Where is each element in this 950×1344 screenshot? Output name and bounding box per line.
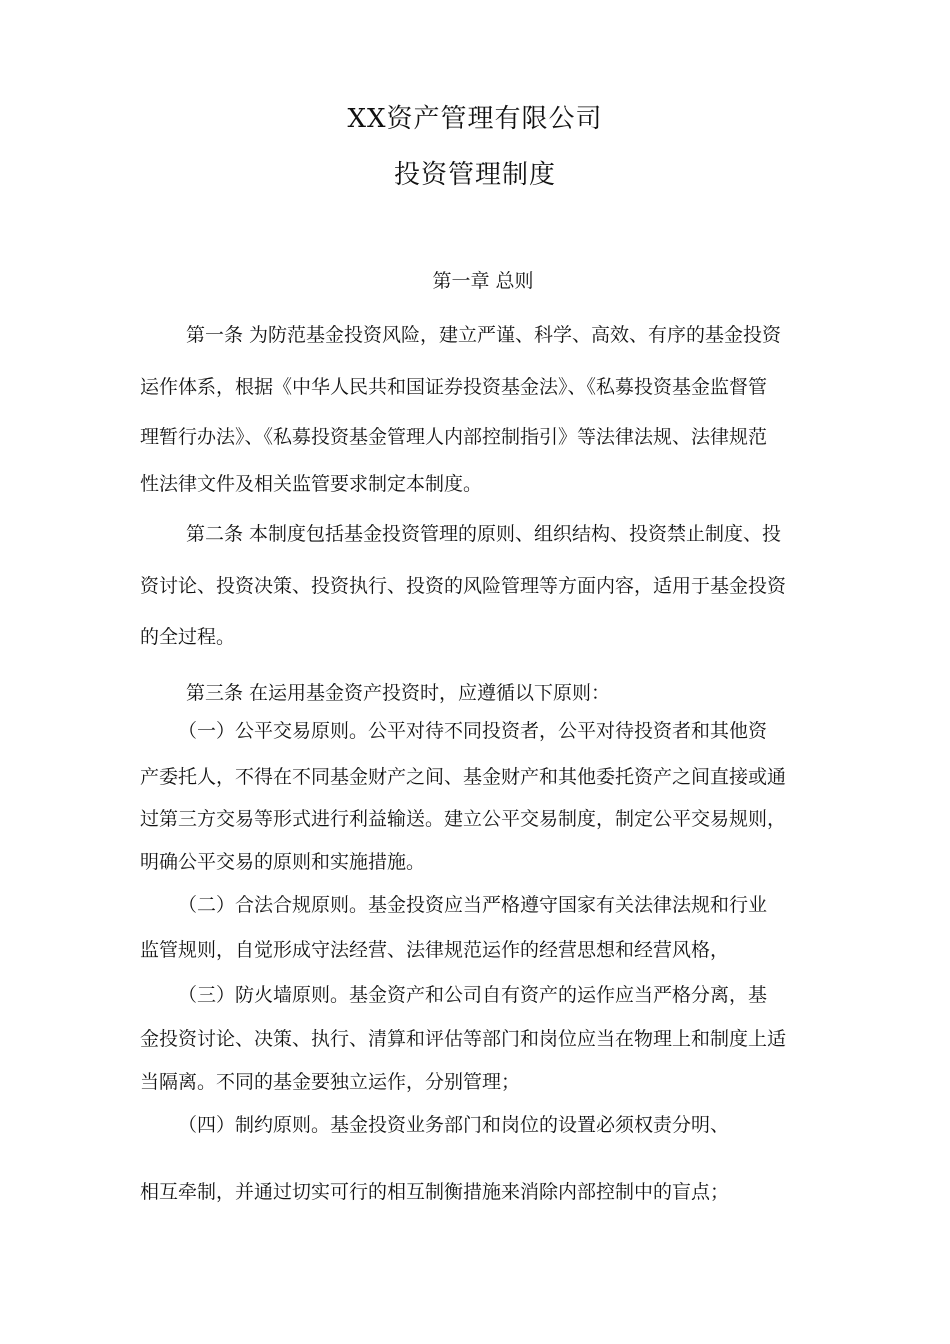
principle-4-line-1: （四）制约原则。基金投资业务部门和岗位的设置必须权责分明、 [178,1114,730,1136]
chapter-heading: 第一章 总则 [432,270,534,292]
article-1-line-4: 性法律文件及相关监管要求制定本制度。 [140,473,483,495]
principle-2-line-1: （二）合法合规原则。基金投资应当严格遵守国家有关法律法规和行业 [178,894,768,916]
principle-1-line-1: （一）公平交易原则。公平对待不同投资者，公平对待投资者和其他资 [178,720,768,742]
article-2-line-2: 资讨论、投资决策、投资执行、投资的风险管理等方面内容，适用于基金投资 [140,575,787,597]
article-1-line-3: 理暂行办法》、《私募投资基金管理人内部控制指引》等法律法规、法律规范 [140,426,768,448]
principle-4-line-2: 相互牵制，并通过切实可行的相互制衡措施来消除内部控制中的盲点； [140,1181,730,1203]
article-2-line-3: 的全过程。 [140,626,236,648]
principle-3-line-1: （三）防火墙原则。基金资产和公司自有资产的运作应当严格分离，基 [178,984,768,1006]
article-2-line-1: 第二条 本制度包括基金投资管理的原则、组织结构、投资禁止制度、投 [186,523,782,545]
company-title: XX资产管理有限公司 [347,104,603,134]
article-1-line-1: 第一条 为防范基金投资风险，建立严谨、科学、高效、有序的基金投资 [186,324,782,346]
principle-1-line-2: 产委托人，不得在不同基金财产之间、基金财产和其他委托资产之间直接或通 [140,766,787,788]
principle-1-line-4: 明确公平交易的原则和实施措施。 [140,851,426,873]
document-title: 投资管理制度 [393,160,556,190]
principle-3-line-3: 当隔离。不同的基金要独立运作，分别管理； [140,1071,521,1093]
principle-1-line-3: 过第三方交易等形式进行利益输送。建立公平交易制度，制定公平交易规则， [140,808,787,830]
article-3-line-1: 第三条 在运用基金资产投资时，应遵循以下原则： [186,682,611,704]
principle-2-line-2: 监管规则，自觉形成守法经营、法律规范运作的经营思想和经营风格， [140,939,730,961]
principle-3-line-2: 金投资讨论、决策、执行、清算和评估等部门和岗位应当在物理上和制度上适 [140,1028,787,1050]
article-1-line-2: 运作体系，根据《中华人民共和国证券投资基金法》、《私募投资基金监督管 [140,376,768,398]
